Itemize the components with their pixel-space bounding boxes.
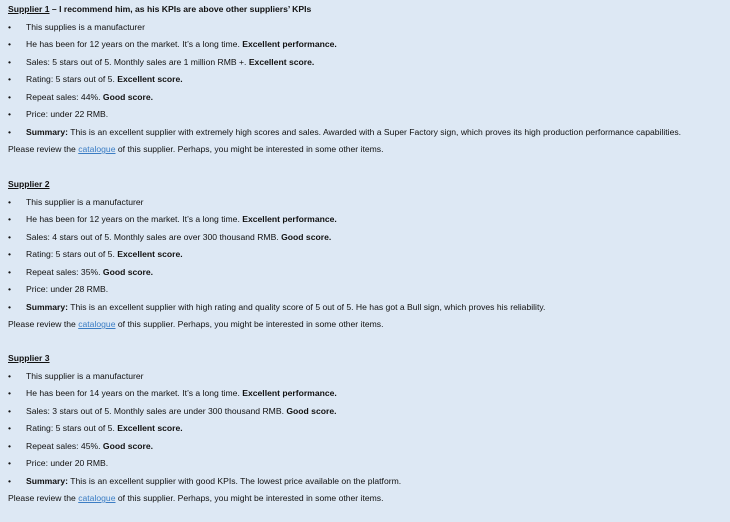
summary-label: Summary: <box>26 126 69 137</box>
supplier-title: Supplier 1 <box>8 4 50 14</box>
bullet-icon: • <box>8 388 12 398</box>
summary-label: Summary: <box>26 475 69 486</box>
item-score: Excellent performance. <box>242 388 337 398</box>
list-item <box>8 403 724 421</box>
list-item <box>8 71 724 89</box>
item-text: Sales: 4 stars out of 5. Monthly sales are over 300 thousand RMB. <box>26 231 282 242</box>
bullet-icon: • <box>8 440 12 451</box>
item-text: He has been for 12 years on the market. It’s a long time. <box>26 214 243 224</box>
item-score: Excellent score. <box>248 56 315 67</box>
item-text: Price: under 28 RMB. <box>26 284 109 294</box>
item-score: Excellent performance. <box>242 39 337 49</box>
list-item <box>8 455 724 473</box>
supplier-title: Supplier 2 <box>8 179 50 189</box>
supplier-heading <box>8 1 724 19</box>
bullet-icon: • <box>8 56 12 67</box>
item-text: Sales: 5 stars out of 5. Monthly sales are 1 million RMB +. <box>26 56 249 67</box>
summary-item <box>8 299 724 317</box>
item-score: Good score. <box>102 266 154 277</box>
list-item <box>8 19 724 37</box>
item-text: Rating: 5 stars out of 5. <box>26 74 118 84</box>
item-score: Excellent score. <box>117 423 183 433</box>
supplier-section-2 <box>8 176 724 334</box>
bullet-icon: • <box>8 249 12 259</box>
summary-label: Summary: <box>26 301 69 312</box>
summary-item <box>8 124 724 142</box>
supplier-title: Supplier 3 <box>8 353 50 363</box>
item-text: Repeat sales: 44%. <box>26 91 103 102</box>
list-item <box>8 211 724 229</box>
list-item <box>8 36 724 54</box>
review-line <box>8 141 724 159</box>
list-item <box>8 385 724 403</box>
review-text: of this supplier. Perhaps, you might be interested in some other items. <box>115 319 384 329</box>
bullet-icon: • <box>8 370 12 381</box>
item-text: He has been for 14 years on the market. It’s a long time. <box>26 388 243 398</box>
bullet-icon: • <box>8 39 12 49</box>
summary-item <box>8 473 724 491</box>
item-score: Good score. <box>102 440 154 451</box>
bullet-icon: • <box>8 475 12 486</box>
bullet-icon: • <box>8 21 12 32</box>
summary-text: This is an excellent supplier with extremely high scores and sales. Awarded with a Super Factory sign, which proves its high production performance capabilities. <box>68 126 682 137</box>
review-text: Please review the <box>8 493 79 503</box>
item-score: Excellent performance. <box>242 214 337 224</box>
catalogue-link[interactable]: catalogue <box>78 493 116 503</box>
bullet-icon: • <box>8 458 12 468</box>
bullet-icon: • <box>8 423 12 433</box>
item-text: He has been for 12 years on the market. It’s a long time. <box>26 39 243 49</box>
bullet-icon: • <box>8 196 12 207</box>
item-score: Good score. <box>281 231 332 242</box>
list-item <box>8 194 724 212</box>
bullet-icon: • <box>8 301 12 312</box>
item-text: This supplier is a manufacturer <box>26 370 144 381</box>
summary-text: This is an excellent supplier with high rating and quality score of 5 out of 5. He has got a Bull sign, which proves his reliability. <box>68 301 546 312</box>
supplier-heading <box>8 176 724 194</box>
review-text: Please review the <box>8 144 79 154</box>
item-score: Excellent score. <box>117 249 183 259</box>
bullet-icon: • <box>8 126 12 137</box>
bullet-icon: • <box>8 405 12 416</box>
list-item <box>8 368 724 386</box>
item-score: Good score. <box>102 91 154 102</box>
item-text: This supplies is a manufacturer <box>26 21 145 32</box>
item-text: Price: under 22 RMB. <box>26 109 109 119</box>
bullet-icon: • <box>8 266 12 277</box>
list-item <box>8 106 724 124</box>
item-text: Rating: 5 stars out of 5. <box>26 249 118 259</box>
list-item <box>8 229 724 247</box>
review-text: Please review the <box>8 319 79 329</box>
review-line <box>8 490 724 508</box>
list-item <box>8 281 724 299</box>
bullet-icon: • <box>8 91 12 102</box>
list-item <box>8 420 724 438</box>
supplier-section-1 <box>8 1 724 159</box>
bullet-icon: • <box>8 109 12 119</box>
supplier-section-3 <box>8 350 724 508</box>
list-item <box>8 54 724 72</box>
item-text: Repeat sales: 45%. <box>26 440 103 451</box>
bullet-icon: • <box>8 74 12 84</box>
bullet-icon: • <box>8 284 12 294</box>
supplier-subtitle: – I recommend him, as his KPIs are above other suppliers’ KPIs <box>49 4 312 14</box>
bullet-icon: • <box>8 231 12 242</box>
review-line <box>8 316 724 334</box>
item-text: Rating: 5 stars out of 5. <box>26 423 118 433</box>
item-text: Repeat sales: 35%. <box>26 266 103 277</box>
item-score: Good score. <box>286 405 337 416</box>
catalogue-link[interactable]: catalogue <box>78 319 116 329</box>
summary-text: This is an excellent supplier with good KPIs. The lowest price available on the platform. <box>68 475 402 486</box>
list-item <box>8 89 724 107</box>
review-text: of this supplier. Perhaps, you might be interested in some other items. <box>115 493 384 503</box>
bullet-icon: • <box>8 214 12 224</box>
supplier-heading <box>8 350 724 368</box>
item-text: Sales: 3 stars out of 5. Monthly sales are under 300 thousand RMB. <box>26 405 287 416</box>
catalogue-link[interactable]: catalogue <box>78 144 116 154</box>
list-item <box>8 264 724 282</box>
list-item <box>8 438 724 456</box>
review-text: of this supplier. Perhaps, you might be interested in some other items. <box>115 144 384 154</box>
list-item <box>8 246 724 264</box>
item-text: This supplier is a manufacturer <box>26 196 144 207</box>
item-score: Excellent score. <box>117 74 183 84</box>
item-text: Price: under 20 RMB. <box>26 458 109 468</box>
